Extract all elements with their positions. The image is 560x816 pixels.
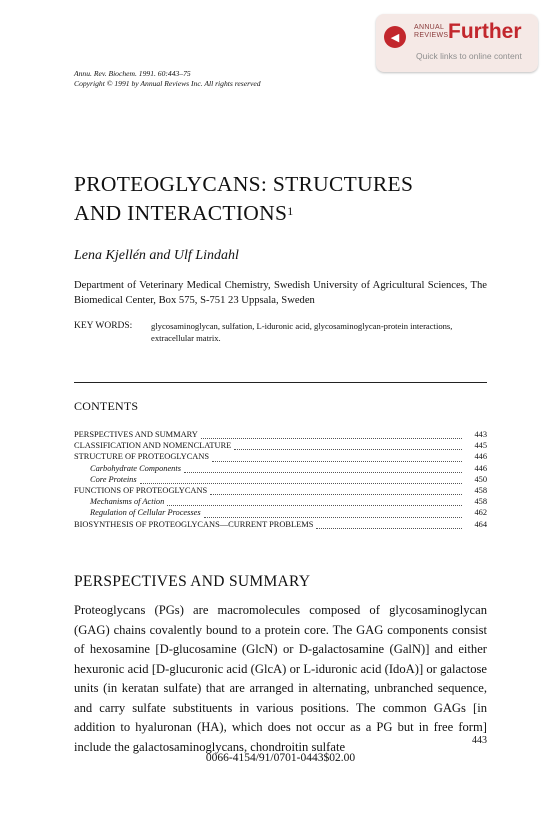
reviews-label: REVIEWS [414,32,449,39]
play-left-icon: ◀ [384,26,406,48]
toc-entry[interactable] [74,486,487,497]
toc-entry-page: 462 [474,508,487,518]
toc-leader-dots [212,460,462,462]
toc-subentry[interactable] [74,464,487,475]
section-body-paragraph: Proteoglycans (PGs) are macromolecules composed of glycosaminoglycan (GAG) chains covalently bound to a protein core. The GAG components consist of hexosamine [D-glucosamine (GlcN) or D-galactosamine (GalN)] and either hexuronic acid [D-glucuronic acid (GlcA) or L-iduronic acid (IdoA)] or galactose units (in keratan sulfate) that are arranged in alternating, unbranched sequence, and carry sulfate substituents in various positions. The common GAGs [in addition to hyaluronan (HA), which does not occur as a PG but in free form] include the galactosaminoglycans, chondroitin sulfate [74,603,487,754]
further-label: Further [448,20,522,43]
toc-entry-page: 446 [474,452,487,462]
author-affiliation: Department of Veterinary Medical Chemistry, Swedish University of Agricultural Sciences, The Biomedical Center, Box 575, S-751 23 Uppsala, Sweden [74,280,487,306]
toc-entry-page: 443 [474,430,487,439]
toc-entry-label: BIOSYNTHESIS OF PROTEOGLYCANS—CURRENT PROBLEMS [74,519,314,529]
toc-entry-label: Regulation of Cellular Processes [90,508,201,518]
toc-leader-dots [140,482,462,484]
toc-leader-dots [201,437,462,439]
toc-entry-page: 446 [474,463,487,473]
contents-heading: CONTENTS [74,399,139,413]
toc-entry-label: Carbohydrate Components [90,463,181,473]
toc-leader-dots [316,527,462,529]
toc-entry-label: STRUCTURE OF PROTEOGLYCANS [74,452,210,462]
toc-subentry[interactable] [74,475,487,486]
toc-subentry[interactable] [74,497,487,508]
toc-leader-dots [167,504,462,506]
toc-entry-label: FUNCTIONS OF PROTEOGLYCANS [74,485,208,495]
article-title [74,170,413,228]
title-line-2 [74,199,413,228]
toc-entry-label: PERSPECTIVES AND SUMMARY [74,430,198,439]
section-heading: PERSPECTIVES AND SUMMARY [74,573,311,590]
table-of-contents [74,430,487,531]
toc-entry[interactable] [74,452,487,463]
toc-entry[interactable] [74,430,487,441]
annual-label: ANNUAL [414,24,445,31]
toc-leader-dots [184,471,462,473]
section-divider [74,382,487,383]
footer-code: 0066-4154/91/0701-0443$02.00 [205,752,356,764]
toc-entry[interactable] [74,441,487,452]
toc-leader-dots [210,493,462,495]
citation-copyright: Copyright © 1991 by Annual Reviews Inc. All rights reserved [74,79,261,88]
toc-leader-dots [204,516,462,518]
toc-entry[interactable] [74,520,487,531]
page-number: 443 [472,735,487,746]
toc-entry-label: CLASSIFICATION AND NOMENCLATURE [74,441,232,451]
toc-leader-dots [234,448,462,450]
toc-entry-page: 445 [474,441,487,451]
title-footnote-mark[interactable]: 1 [287,204,294,218]
toc-entry-page: 464 [474,519,487,529]
citation-block [74,69,261,89]
article-authors: Lena Kjellén and Ulf Lindahl [74,248,239,263]
title-line-1: PROTEOGLYCANS: STRUCTURES [74,172,414,196]
toc-entry-page: 458 [474,485,487,495]
toc-entry-label: Mechanisms of Action [90,497,165,507]
toc-entry-label: Core Proteins [90,474,137,484]
annual-reviews-further-badge[interactable] [376,14,538,72]
toc-entry-page: 450 [474,474,487,484]
citation-journal: Annu. Rev. Biochem. 1991. 60:443–75 [74,69,191,78]
annual-reviews-logo-text [414,24,448,40]
keywords-label: KEY WORDS: [74,321,133,331]
further-subtitle: Quick links to online content [416,51,522,61]
toc-entry-page: 458 [474,497,487,507]
keywords-text: glycosaminoglycan, sulfation, L-iduronic acid, glycosaminoglycan-protein interactions, extracellular matrix. [151,321,453,343]
toc-subentry[interactable] [74,508,487,519]
title-line-2-text: AND INTERACTIONS [74,201,288,225]
